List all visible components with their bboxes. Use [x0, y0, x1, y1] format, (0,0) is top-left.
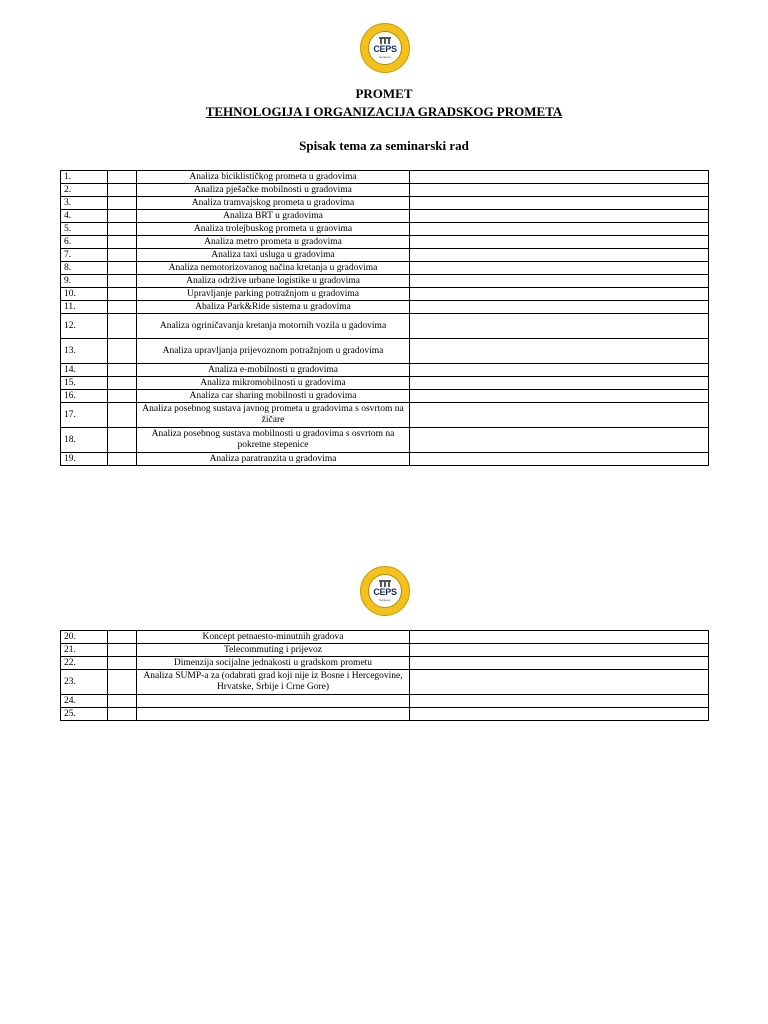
student-cell — [108, 403, 137, 428]
topics-table-1 — [60, 170, 709, 466]
notes-cell — [410, 708, 709, 721]
topic-number: 14. — [61, 364, 108, 377]
building-icon — [379, 580, 391, 587]
student-cell — [108, 631, 137, 644]
table-row — [61, 301, 709, 314]
student-cell — [108, 197, 137, 210]
student-cell — [108, 377, 137, 390]
topic-number: 4. — [61, 210, 108, 223]
topic-title: Analiza upravljanja prijevoznom potražnjom u gradovima — [137, 339, 410, 364]
student-cell — [108, 453, 137, 466]
topic-number: 15. — [61, 377, 108, 390]
notes-cell — [410, 657, 709, 670]
notes-cell — [410, 171, 709, 184]
student-cell — [108, 288, 137, 301]
notes-cell — [410, 275, 709, 288]
topic-title: Analiza car sharing mobilnosti u gradovima — [137, 390, 410, 403]
topic-number: 16. — [61, 390, 108, 403]
list-title: Spisak tema za seminarski rad — [299, 138, 469, 153]
student-cell — [108, 390, 137, 403]
notes-cell — [410, 288, 709, 301]
table-row — [61, 428, 709, 453]
topic-number: 21. — [61, 644, 108, 657]
topic-number: 2. — [61, 184, 108, 197]
table-row — [61, 314, 709, 339]
building-icon — [379, 37, 391, 44]
table-row — [61, 210, 709, 223]
table-row — [61, 275, 709, 288]
table-row — [61, 184, 709, 197]
topic-number: 19. — [61, 453, 108, 466]
notes-cell — [410, 223, 709, 236]
table-row — [61, 288, 709, 301]
student-cell — [108, 223, 137, 236]
topics-table-2 — [60, 630, 709, 721]
topic-number: 12. — [61, 314, 108, 339]
topic-number: 22. — [61, 657, 108, 670]
ceps-logo — [360, 23, 410, 73]
notes-cell — [410, 695, 709, 708]
topic-number: 24. — [61, 695, 108, 708]
topic-title: Analiza trolejbuskog prometa u graovima — [137, 223, 410, 236]
ceps-logo-inner — [368, 574, 402, 608]
topic-title: Analiza biciklističkog prometa u gradovima — [137, 171, 410, 184]
topic-number: 23. — [61, 670, 108, 695]
topic-title: Analiza e-mobilnosti u gradovima — [137, 364, 410, 377]
topic-number: 18. — [61, 428, 108, 453]
student-cell — [108, 708, 137, 721]
topic-title: Analiza ogriničavanja kretanja motornih vozila u gadovima — [137, 314, 410, 339]
notes-cell — [410, 428, 709, 453]
notes-cell — [410, 210, 709, 223]
notes-cell — [410, 339, 709, 364]
notes-cell — [410, 364, 709, 377]
table-row — [61, 644, 709, 657]
table-row — [61, 171, 709, 184]
subject-title: TEHNOLOGIJA I ORGANIZACIJA GRADSKOG PROMETA — [205, 104, 563, 119]
notes-cell — [410, 403, 709, 428]
table-row — [61, 695, 709, 708]
table-row — [61, 657, 709, 670]
notes-cell — [410, 377, 709, 390]
table-row — [61, 249, 709, 262]
table-row — [61, 236, 709, 249]
topic-number: 20. — [61, 631, 108, 644]
course-title: PROMET — [355, 86, 413, 101]
notes-cell — [410, 390, 709, 403]
topic-number: 7. — [61, 249, 108, 262]
student-cell — [108, 670, 137, 695]
student-cell — [108, 339, 137, 364]
notes-cell — [410, 453, 709, 466]
topic-title: Analiza posebnog sustava mobilnosti u gradovima s osvrtom na pokretne stepenice — [137, 428, 410, 453]
student-cell — [108, 364, 137, 377]
topic-number: 17. — [61, 403, 108, 428]
table-row — [61, 339, 709, 364]
topic-number: 1. — [61, 171, 108, 184]
topic-title: Analiza mikromobilnosti u gradovima — [137, 377, 410, 390]
table-row — [61, 364, 709, 377]
topic-title: Telecommuting i prijevoz — [137, 644, 410, 657]
student-cell — [108, 171, 137, 184]
student-cell — [108, 301, 137, 314]
topic-number: 9. — [61, 275, 108, 288]
topic-title: Analiza tramvajskog prometa u gradovima — [137, 197, 410, 210]
topic-title: Dimenzija socijalne jednakosti u gradskom prometu — [137, 657, 410, 670]
student-cell — [108, 644, 137, 657]
ceps-logo-inner — [368, 31, 402, 65]
topic-number: 6. — [61, 236, 108, 249]
notes-cell — [410, 236, 709, 249]
table-row — [61, 403, 709, 428]
topic-title: Analiza paratranzita u gradovima — [137, 453, 410, 466]
table-row — [61, 390, 709, 403]
table-row — [61, 197, 709, 210]
topic-title — [137, 708, 410, 721]
table-row — [61, 708, 709, 721]
topic-title: Abaliza Park&Ride sistema u gradovima — [137, 301, 410, 314]
student-cell — [108, 314, 137, 339]
notes-cell — [410, 631, 709, 644]
table-row — [61, 262, 709, 275]
topic-title — [137, 695, 410, 708]
notes-cell — [410, 644, 709, 657]
topic-number: 10. — [61, 288, 108, 301]
topic-title: Analiza BRT u gradovima — [137, 210, 410, 223]
notes-cell — [410, 670, 709, 695]
notes-cell — [410, 262, 709, 275]
topic-title: Analiza posebnog sustava javnog prometa u gradovima s osvrtom na žičare — [137, 403, 410, 428]
topic-title: Koncept petnaesto-minutnih gradova — [137, 631, 410, 644]
student-cell — [108, 262, 137, 275]
topic-title: Analiza nemotorizovanog načina kretanja u gradovima — [137, 262, 410, 275]
logo-text: CEPS — [373, 44, 397, 54]
topic-title: Upravljanje parking potražnjom u gradovima — [137, 288, 410, 301]
notes-cell — [410, 314, 709, 339]
student-cell — [108, 657, 137, 670]
topic-number: 25. — [61, 708, 108, 721]
notes-cell — [410, 249, 709, 262]
logo-subtext: Sarajevo — [379, 55, 391, 59]
topic-number: 11. — [61, 301, 108, 314]
topic-number: 3. — [61, 197, 108, 210]
topic-number: 5. — [61, 223, 108, 236]
topic-number: 8. — [61, 262, 108, 275]
notes-cell — [410, 301, 709, 314]
logo-text: CEPS — [373, 587, 397, 597]
notes-cell — [410, 197, 709, 210]
topic-title: Analiza pješačke mobilnosti u gradovima — [137, 184, 410, 197]
table-row — [61, 377, 709, 390]
topic-title: Analiza održive urbane logistike u gradovima — [137, 275, 410, 288]
student-cell — [108, 210, 137, 223]
topic-number: 13. — [61, 339, 108, 364]
student-cell — [108, 695, 137, 708]
topic-title: Analiza metro prometa u gradovima — [137, 236, 410, 249]
ceps-logo — [360, 566, 410, 616]
table-row — [61, 223, 709, 236]
student-cell — [108, 428, 137, 453]
student-cell — [108, 184, 137, 197]
topic-title: Analiza taxi usluga u gradovima — [137, 249, 410, 262]
student-cell — [108, 249, 137, 262]
table-row — [61, 631, 709, 644]
student-cell — [108, 275, 137, 288]
topic-title: Analiza SUMP-a za (odabrati grad koji nije iz Bosne i Hercegovine, Hrvatske, Srbije i Crne Gore) — [137, 670, 410, 695]
student-cell — [108, 236, 137, 249]
logo-subtext: Sarajevo — [379, 598, 391, 602]
table-row — [61, 453, 709, 466]
notes-cell — [410, 184, 709, 197]
table-row — [61, 670, 709, 695]
